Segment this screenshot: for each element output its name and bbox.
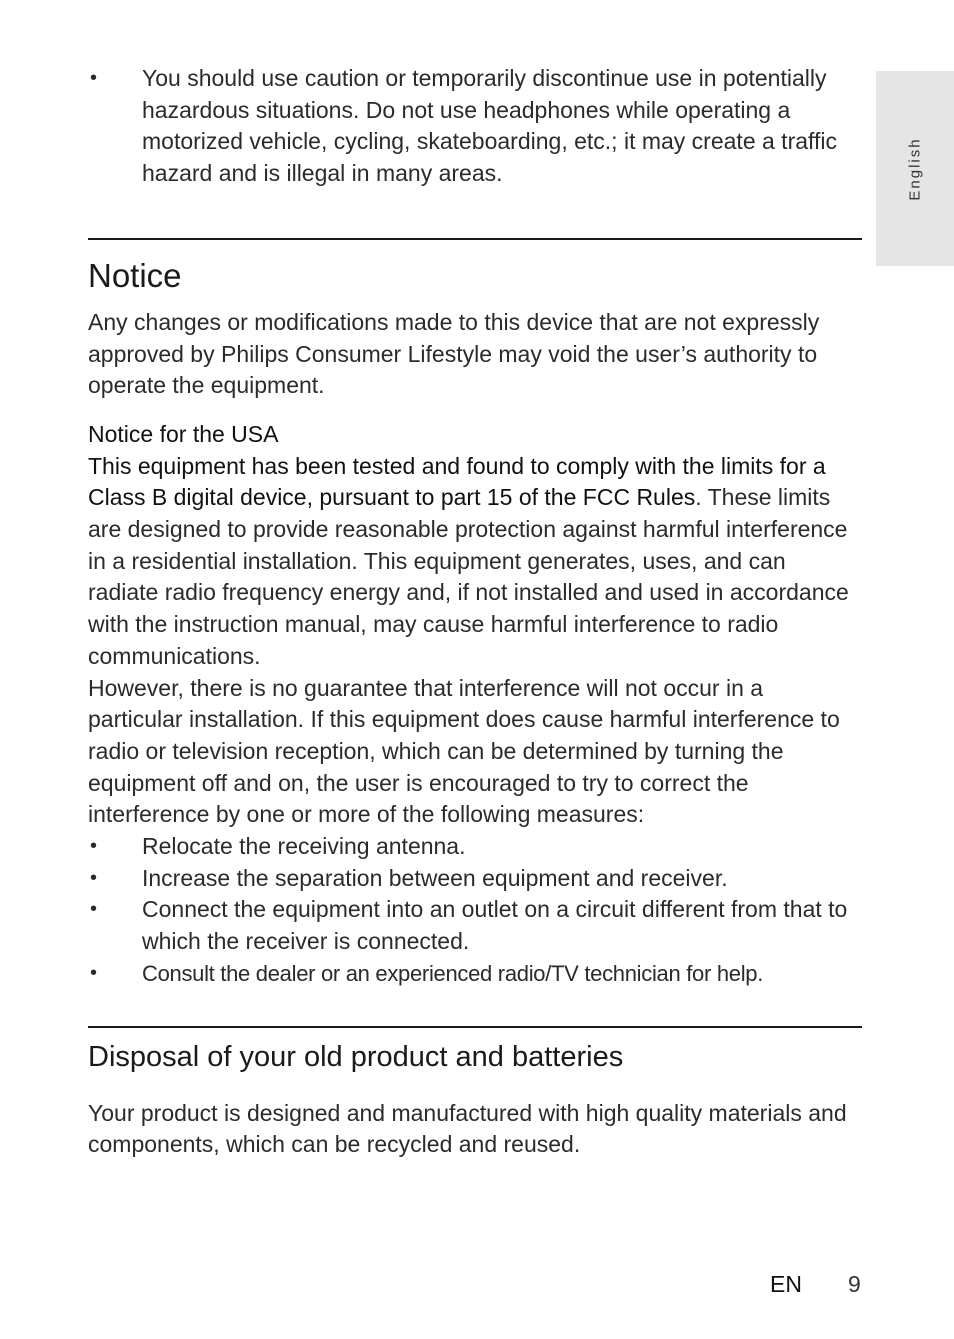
language-tab-label: English <box>906 137 924 201</box>
however-paragraph: However, there is no guarantee that interference will not occur in a particular installation. If this equipment does cause harmful interference to radio or television reception, which can be determined by turning the equipment off and on, the user is encouraged to try to correct the interference by one or more of the following measures: <box>88 674 840 828</box>
notice-body: Any changes or modifications made to this device that are not expressly approved by Philips Consumer Lifestyle may void the user’s authority to operate the equipment. <box>88 308 820 399</box>
measures-list <box>88 831 862 990</box>
intro-bullet: • You should use caution or temporarily discontinue use in potentially hazardous situations. Do not use headphones while operating a motorized vehicle, cycling, skateboarding, etc.; it may create a traffic hazard and is illegal in many areas. <box>88 63 862 190</box>
section-divider <box>88 238 862 240</box>
usa-notice-text: . These limits are designed to provide reasonable protection against harmful interference in a residential installation. This equipment generates, uses, and can radiate radio frequency energy and, if not installed and used in accordance with the instruction manual, may cause harmful interference to radio communications. <box>88 484 849 669</box>
measure-item: • Increase the separation between equipment and receiver. <box>88 863 862 895</box>
disposal-body: Your product is designed and manufactured with high quality materials and components, which can be recycled and reused. <box>88 1099 847 1158</box>
usa-notice-title: Notice for the USA <box>88 420 279 447</box>
measure-item: • Relocate the receiving antenna. <box>88 831 862 863</box>
page-content <box>88 63 862 1161</box>
page-number: 9 <box>848 1271 861 1297</box>
usa-notice-paragraph <box>88 451 862 673</box>
notice-heading: Notice <box>88 256 182 294</box>
measure-item: • Connect the equipment into an outlet on a circuit different from that to which the receiver is connected. <box>88 894 862 957</box>
measure-item: • Consult the dealer or an experienced radio/TV technician for help. <box>88 958 862 990</box>
language-tab <box>876 71 954 266</box>
usa-notice-fcc-statement: This equipment has been tested and found to comply with the limits for a Class B digital device, pursuant to part 15 of the FCC Rules <box>88 452 826 511</box>
footer-language-code: EN <box>770 1271 802 1297</box>
disposal-heading: Disposal of your old product and batteries <box>88 1040 624 1073</box>
section-divider <box>88 1026 862 1028</box>
intro-bullet-list <box>88 63 862 190</box>
